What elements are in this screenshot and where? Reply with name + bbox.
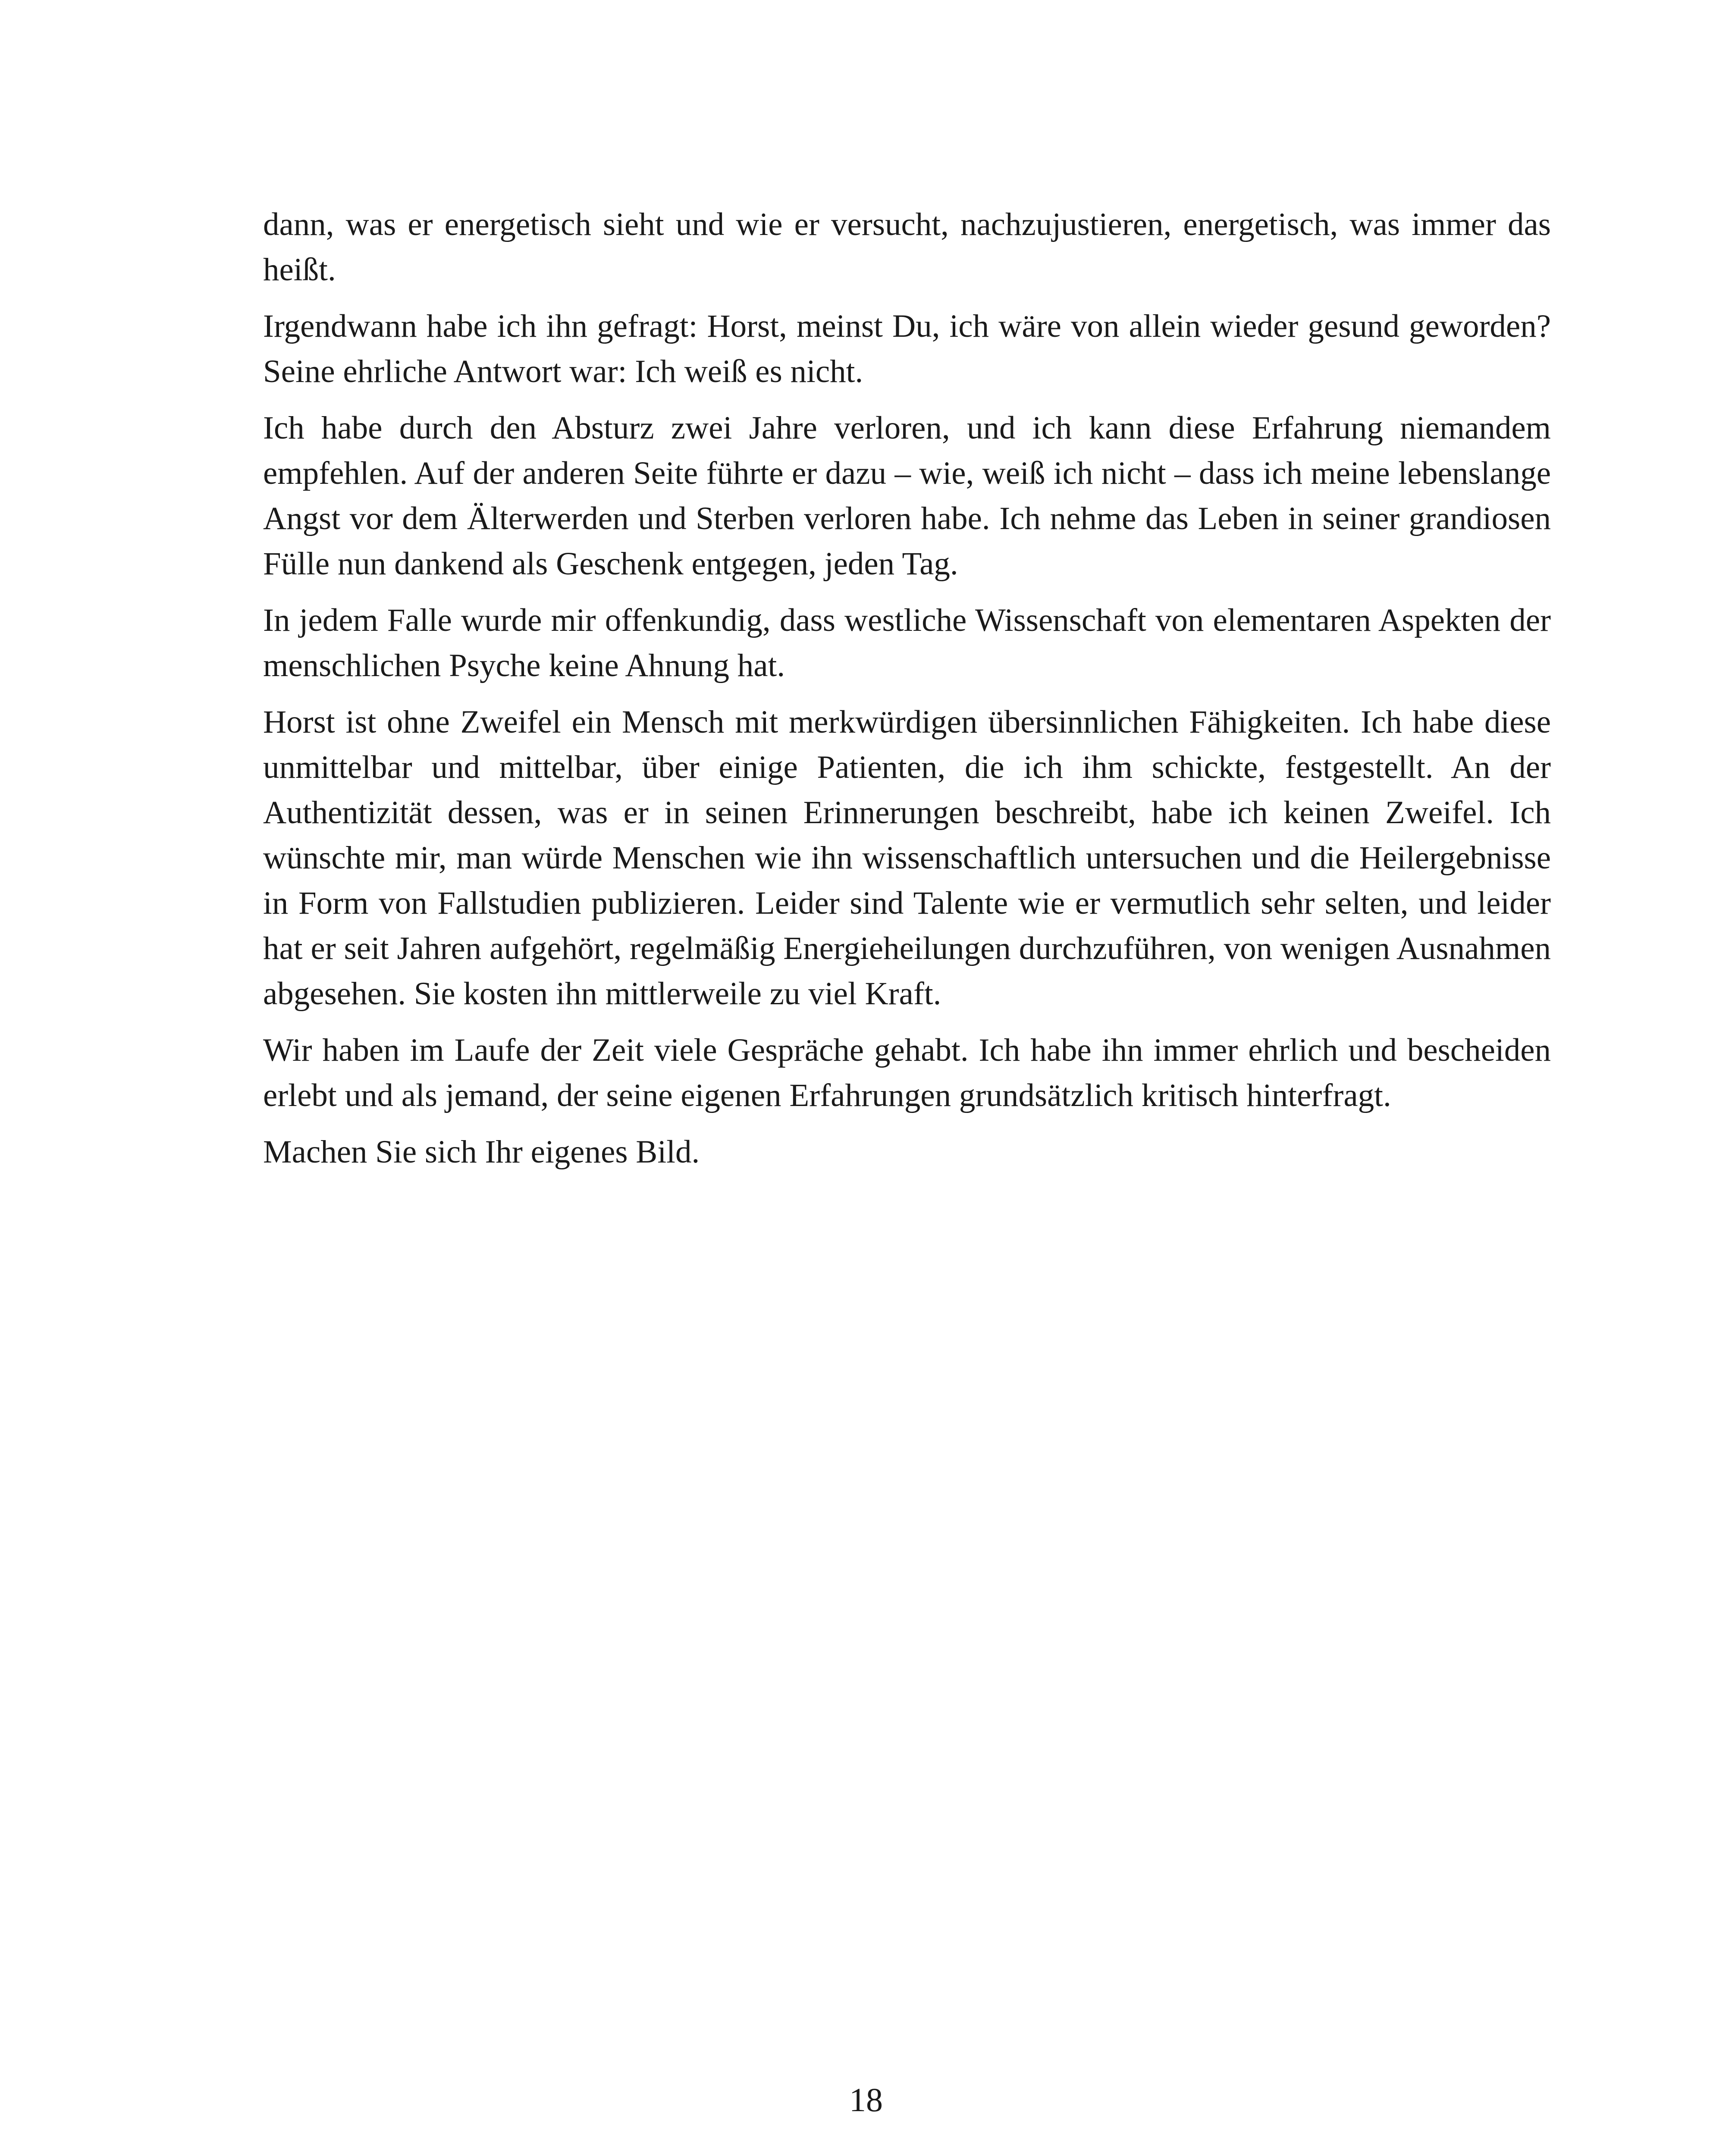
- body-text: [263, 202, 1551, 1186]
- paragraph-3: Ich habe durch den Absturz zwei Jahre verloren, und ich kann diese Erfahrung niemandem empfehlen. Auf der anderen Seite führte er dazu – wie, weiß ich nicht – dass ich meine lebenslange Angst vor dem Älterwerden und Sterben verloren habe. Ich nehme das Leben in seiner grandiosen Fülle nun dankend als Geschenk entgegen, jeden Tag.: [263, 410, 1551, 582]
- paragraph-5: Horst ist ohne Zweifel ein Mensch mit merkwürdigen übersinnlichen Fähigkeiten. Ich habe diese unmittelbar und mittelbar, über einige Patienten, die ich ihm schickte, festgestellt. An der Authentizität dessen, was er in seinen Erinnerungen beschreibt, habe ich keinen Zweifel. Ich wünschte mir, man würde Menschen wie ihn wissenschaftlich untersuchen und die Heilergebnisse in Form von Fallstudien publizieren. Leider sind Talente wie er vermutlich sehr selten, und leider hat er seit Jahren aufgehört, regelmäßig Energieheilungen durchzuführen, von wenigen Ausnahmen abgesehen. Sie kosten ihn mittlerweile zu viel Kraft.: [263, 704, 1551, 1012]
- paragraph-7: Machen Sie sich Ihr eigenes Bild.: [263, 1134, 700, 1170]
- paragraph-2: Irgendwann habe ich ihn gefragt: Horst, meinst Du, ich wäre von allein wieder gesund geworden? Seine ehrliche Antwort war: Ich weiß es nicht.: [263, 308, 1551, 389]
- paragraph-6: Wir haben im Laufe der Zeit viele Gespräche gehabt. Ich habe ihn immer ehrlich und bescheiden erlebt und als jemand, der seine eigenen Erfahrungen grundsätzlich kritisch hinterfragt.: [263, 1032, 1551, 1113]
- paragraph-4: In jedem Falle wurde mir offenkundig, dass westliche Wissenschaft von elementaren Aspekten der menschlichen Psyche keine Ahnung hat.: [263, 602, 1551, 683]
- paragraph-1: dann, was er energetisch sieht und wie er versucht, nachzujustieren, energetisch, was immer das heißt.: [263, 207, 1551, 288]
- page-number: 18: [849, 2081, 883, 2118]
